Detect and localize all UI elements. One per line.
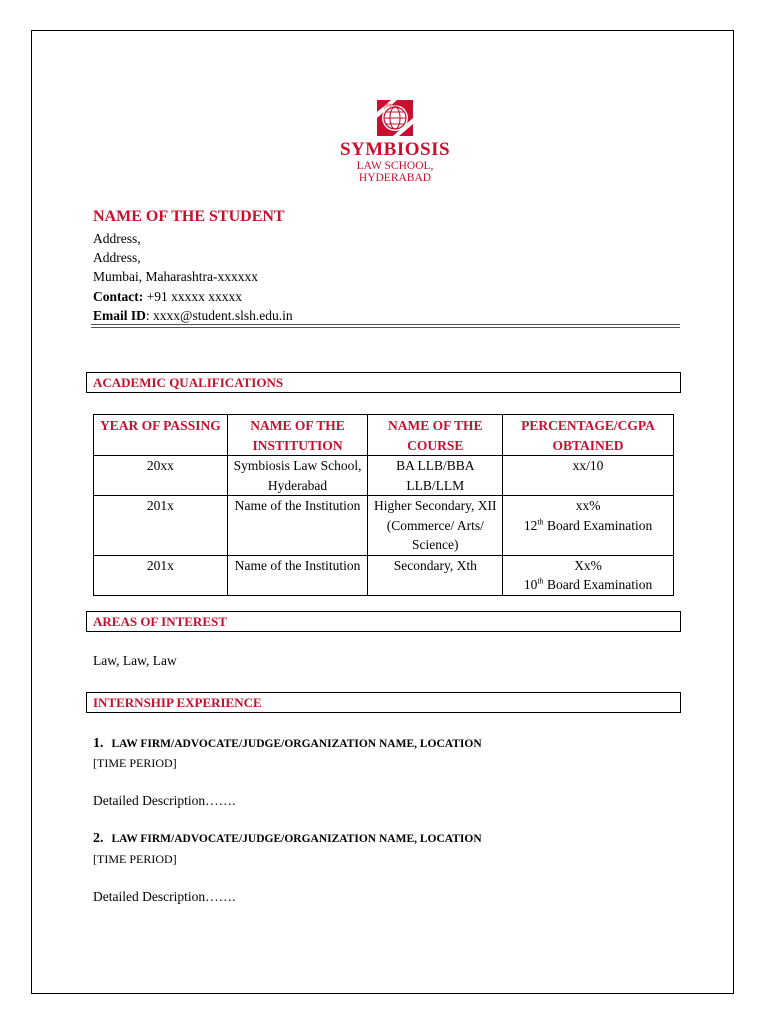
email-label: Email ID (93, 308, 146, 323)
score-value: xx% (575, 498, 601, 513)
internship-name: LAW FIRM/ADVOCATE/JUDGE/ORGANIZATION NAME, LOCATION (111, 833, 482, 845)
contact-line (93, 287, 242, 306)
exam-text: Board Examination (543, 517, 653, 533)
table-row (94, 456, 674, 496)
cell-year: 201x (94, 555, 228, 595)
header-year: YEAR OF PASSING (94, 415, 228, 456)
cell-score (503, 496, 674, 556)
internship-number: 1. (93, 736, 104, 751)
student-name: NAME OF THE STUDENT (93, 208, 285, 225)
internship-period: [TIME PERIOD] (93, 852, 177, 866)
internship-number: 2. (93, 831, 104, 846)
exam-number: 12 (523, 517, 538, 533)
internship-section-title: INTERNSHIP EXPERIENCE (93, 695, 262, 710)
email-line (93, 306, 293, 325)
interests-text: Law, Law, Law (93, 653, 177, 668)
header-course: NAME OF THE COURSE (368, 415, 503, 456)
table-row (94, 496, 674, 556)
address-line-1: Address, (93, 231, 141, 246)
cell-course: Higher Secondary, XII (Commerce/ Arts/ Science) (368, 496, 503, 556)
cell-year: 20xx (94, 456, 228, 496)
exam-suffix: th (537, 576, 544, 586)
cell-institution: Symbiosis Law School, Hyderabad (227, 456, 368, 496)
exam-number: 10 (523, 577, 538, 592)
interest-section-title: AREAS OF INTEREST (93, 614, 227, 629)
header-divider (91, 324, 680, 328)
logo-name: SYMBIOSIS (339, 139, 451, 160)
internship-description: Detailed Description……. (93, 889, 236, 904)
internship-description: Detailed Description……. (93, 793, 236, 808)
academic-section-title: ACADEMIC QUALIFICATIONS (93, 375, 284, 390)
exam-suffix: th (537, 517, 544, 526)
exam-label (507, 516, 669, 536)
cell-score (503, 456, 674, 496)
internship-title (93, 736, 482, 752)
interest-section-header (86, 611, 681, 632)
cell-year: 201x (94, 496, 228, 556)
address-line-3: Mumbai, Maharashtra-xxxxxx (93, 269, 258, 284)
score-value: Xx% (574, 557, 602, 573)
address-line-2: Address, (93, 250, 141, 265)
header-institution: NAME OF THE INSTITUTION (227, 415, 368, 456)
internship-section-header (86, 692, 681, 713)
exam-text: Board Examination (543, 577, 653, 592)
table-header-row (94, 415, 674, 456)
symbiosis-logo (330, 98, 460, 184)
contact-value: +91 xxxxx xxxxx (143, 289, 242, 304)
logo-tagline: वसुधैव कुटुम्बकम् (379, 103, 411, 109)
email-value: : xxxx@student.slsh.edu.in (145, 308, 293, 323)
qualifications-table (93, 414, 674, 596)
exam-label (507, 575, 669, 595)
score-value: xx/10 (572, 458, 604, 473)
internship-title (93, 831, 482, 847)
academic-section-header (86, 372, 681, 393)
logo-subtitle: LAW SCHOOL, HYDERABAD (356, 160, 434, 184)
cell-course: BA LLB/BBA LLB/LLM (368, 456, 503, 496)
cell-institution: Name of the Institution (227, 496, 368, 556)
cell-institution: Name of the Institution (227, 555, 368, 595)
cell-score (503, 555, 674, 595)
table-row (94, 555, 674, 595)
internship-period: [TIME PERIOD] (93, 756, 177, 770)
cell-course: Secondary, Xth (368, 555, 503, 595)
header-score: PERCENTAGE/CGPA OBTAINED (503, 415, 674, 456)
contact-label: Contact: (93, 289, 144, 304)
internship-name: LAW FIRM/ADVOCATE/JUDGE/ORGANIZATION NAME, LOCATION (111, 738, 482, 750)
